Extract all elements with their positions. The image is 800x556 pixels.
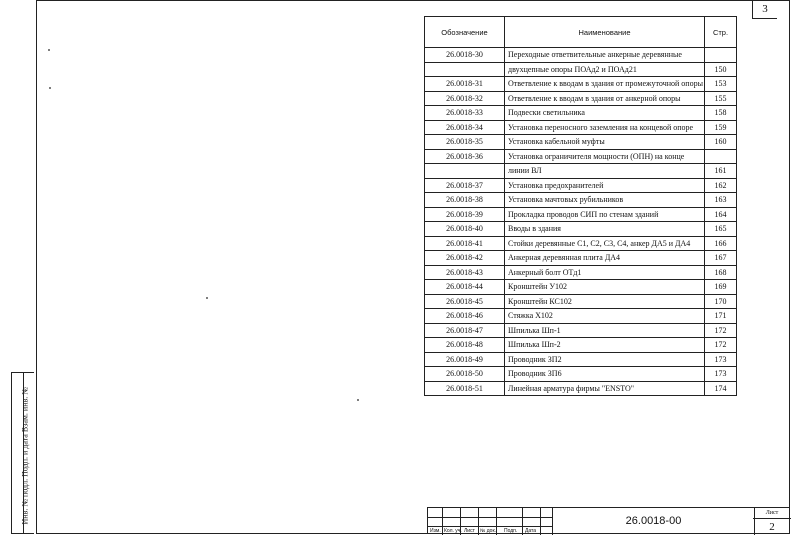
contents-table [424, 16, 737, 396]
row-page: 173 [705, 352, 737, 367]
row-page: 161 [705, 164, 737, 179]
row-code: 26.0018-49 [425, 352, 505, 367]
table-row [425, 367, 737, 382]
left-binding-strip [11, 372, 34, 534]
row-name: Стяжка Х102 [505, 309, 705, 324]
row-page: 159 [705, 120, 737, 135]
row-name: Анкерная деревянная плита ДА4 [505, 251, 705, 266]
document-code: 26.0018-00 [552, 508, 755, 535]
row-name: Прокладка проводов СИП по стенам зданий [505, 207, 705, 222]
table-row [425, 178, 737, 193]
row-code: 26.0018-47 [425, 323, 505, 338]
row-name: Стойки деревянные С1, С2, С3, С4, анкер ДА5 и ДА4 [505, 236, 705, 251]
row-name: Анкерный болт ОТд1 [505, 265, 705, 280]
row-name: Установка мачтовых рубильников [505, 193, 705, 208]
table-row [425, 309, 737, 324]
corner-page-number: 3 [752, 0, 777, 19]
row-name: Шпилька Шп-1 [505, 323, 705, 338]
row-code: 26.0018-50 [425, 367, 505, 382]
row-name: Установка кабельной муфты [505, 135, 705, 150]
row-name: Установка предохранителей [505, 178, 705, 193]
row-code: 26.0018-31 [425, 77, 505, 92]
table-row [425, 323, 737, 338]
row-page: 150 [705, 62, 737, 77]
row-name: Линейная арматура фирмы "ENSTO" [505, 381, 705, 396]
table-row [425, 222, 737, 237]
row-name: Установка переносного заземления на концевой опоре [505, 120, 705, 135]
stamp-label-podp: Подп. [504, 528, 518, 534]
row-code: 26.0018-38 [425, 193, 505, 208]
row-code [425, 164, 505, 179]
stamp-label-kol-uch: Кол. уч. [444, 528, 462, 534]
table-row [425, 77, 737, 92]
row-name: Установка ограничителя мощности (ОПН) на конце [505, 149, 705, 164]
table-row [425, 91, 737, 106]
header-designation: Обозначение [425, 17, 505, 48]
sheet-number: 2 [769, 521, 775, 533]
row-code: 26.0018-41 [425, 236, 505, 251]
row-code: 26.0018-42 [425, 251, 505, 266]
table-row [425, 62, 737, 77]
table-row [425, 207, 737, 222]
stamp-label-list: Лист [464, 528, 475, 534]
row-page: 174 [705, 381, 737, 396]
row-page [705, 149, 737, 164]
table-row [425, 338, 737, 353]
row-code: 26.0018-40 [425, 222, 505, 237]
row-page: 165 [705, 222, 737, 237]
row-code: 26.0018-44 [425, 280, 505, 295]
row-page: 171 [705, 309, 737, 324]
row-code: 26.0018-35 [425, 135, 505, 150]
table-row [425, 193, 737, 208]
row-page: 172 [705, 323, 737, 338]
row-code: 26.0018-48 [425, 338, 505, 353]
stamp-label-izm: Изм. [430, 528, 441, 534]
row-code: 26.0018-33 [425, 106, 505, 121]
row-code: 26.0018-32 [425, 91, 505, 106]
sheet-number-box [753, 508, 791, 535]
row-page: 162 [705, 178, 737, 193]
row-code [425, 62, 505, 77]
row-page: 170 [705, 294, 737, 309]
table-row [425, 236, 737, 251]
table-row [425, 381, 737, 396]
row-page: 169 [705, 280, 737, 295]
row-name: Шпилька Шп-2 [505, 338, 705, 353]
sheet-label: Лист [753, 508, 791, 519]
row-code: 26.0018-39 [425, 207, 505, 222]
row-code: 26.0018-46 [425, 309, 505, 324]
row-page: 166 [705, 236, 737, 251]
row-name: Ответвление к вводам в здания от промежуточной опоры [505, 77, 705, 92]
stamp-label-doc: № док. [480, 528, 497, 534]
stamp-label-data: Дата [525, 528, 537, 534]
row-page: 164 [705, 207, 737, 222]
row-code: 26.0018-36 [425, 149, 505, 164]
stamp-labels [428, 526, 552, 534]
row-code: 26.0018-51 [425, 381, 505, 396]
row-name: линии ВЛ [505, 164, 705, 179]
row-name: Переходные ответвительные анкерные деревянные [505, 48, 705, 63]
row-page: 168 [705, 265, 737, 280]
table-row [425, 149, 737, 164]
table-row [425, 280, 737, 295]
row-code: 26.0018-34 [425, 120, 505, 135]
table-row [425, 120, 737, 135]
row-name: Кронштейн У102 [505, 280, 705, 295]
row-code: 26.0018-37 [425, 178, 505, 193]
row-name: Кронштейн КС102 [505, 294, 705, 309]
row-page: 155 [705, 91, 737, 106]
table-row [425, 106, 737, 121]
row-page [705, 48, 737, 63]
header-name: Наименование [505, 17, 705, 48]
title-block-stamp [427, 507, 790, 534]
row-code: 26.0018-30 [425, 48, 505, 63]
row-name: Проводник ЗП6 [505, 367, 705, 382]
row-page: 163 [705, 193, 737, 208]
table-row [425, 164, 737, 179]
row-page: 160 [705, 135, 737, 150]
row-code: 26.0018-43 [425, 265, 505, 280]
row-code: 26.0018-45 [425, 294, 505, 309]
row-name: Проводник ЗП2 [505, 352, 705, 367]
table-row [425, 135, 737, 150]
table-header-row [425, 17, 737, 48]
table-row [425, 48, 737, 63]
row-page: 158 [705, 106, 737, 121]
row-name: Подвески светильника [505, 106, 705, 121]
row-name: двухцепные опоры ПОАд2 и ПОАд21 [505, 62, 705, 77]
row-page: 172 [705, 338, 737, 353]
row-page: 173 [705, 367, 737, 382]
header-page: Стр. [705, 17, 737, 48]
row-page: 167 [705, 251, 737, 266]
table-row [425, 251, 737, 266]
row-name: Ответвление к вводам в здания от анкерной опоры [505, 91, 705, 106]
table-row [425, 294, 737, 309]
table-row [425, 265, 737, 280]
table-row [425, 352, 737, 367]
row-page: 153 [705, 77, 737, 92]
row-name: Вводы в здания [505, 222, 705, 237]
left-strip-text: Инв. № подл. Подп. и дата Взам. инв. № [20, 387, 30, 525]
contents-table-body [425, 48, 737, 396]
